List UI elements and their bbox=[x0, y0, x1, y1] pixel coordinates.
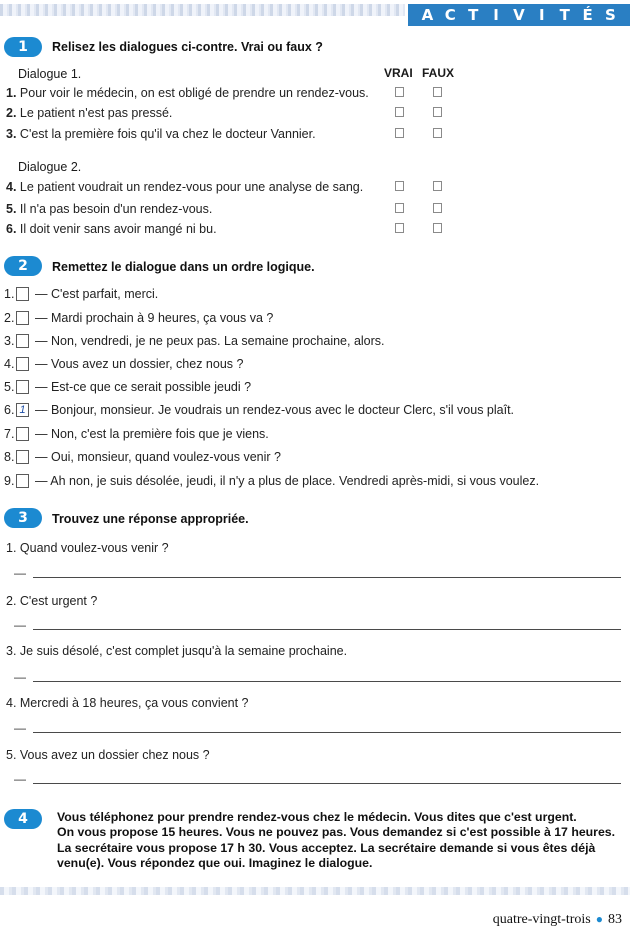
answer-line[interactable] bbox=[33, 732, 621, 733]
answer-line[interactable] bbox=[33, 783, 621, 784]
question: 4. Mercredi à 18 heures, ça vous convient ? bbox=[6, 696, 249, 710]
order-input-box[interactable] bbox=[16, 311, 29, 325]
item-text: — Non, c'est la première fois que je viens. bbox=[35, 427, 269, 441]
page-number: 83 bbox=[608, 912, 622, 927]
question: 3. Je suis désolé, c'est complet jusqu'à la semaine prochaine. bbox=[6, 644, 348, 658]
faux-checkbox[interactable] bbox=[433, 128, 442, 138]
item-number: 3. bbox=[4, 334, 15, 348]
order-item bbox=[4, 334, 385, 348]
item-number: 8. bbox=[4, 450, 15, 464]
activites-banner bbox=[408, 4, 630, 26]
question: 2. C'est urgent ? bbox=[6, 594, 98, 608]
item-number: 1. bbox=[6, 86, 17, 100]
answer-dash: — bbox=[14, 566, 26, 580]
order-input-box[interactable] bbox=[16, 357, 29, 371]
answer-line[interactable] bbox=[33, 629, 621, 630]
item-number: 6. bbox=[6, 222, 17, 236]
instruction-line: La secrétaire vous propose 17 h 30. Vous acceptez. La secrétaire demande si vous êtes déjà bbox=[57, 840, 596, 855]
item-number: 6. bbox=[4, 403, 15, 417]
order-item bbox=[4, 287, 158, 301]
order-input-box[interactable] bbox=[16, 380, 29, 394]
question: 5. Vous avez un dossier chez nous ? bbox=[6, 748, 210, 762]
true-false-item bbox=[6, 86, 369, 100]
exercise-1-badge: 1 bbox=[4, 37, 42, 57]
page-footer bbox=[493, 912, 622, 928]
order-item bbox=[4, 403, 514, 417]
item-number: 4. bbox=[4, 357, 15, 371]
banner-letter: C bbox=[444, 6, 456, 24]
dialogue-2-title: Dialogue 2. bbox=[18, 160, 82, 174]
banner-letter: I bbox=[493, 6, 499, 24]
item-number: 3. bbox=[6, 127, 17, 141]
column-vrai: VRAI bbox=[384, 66, 413, 80]
item-number: 2. bbox=[4, 311, 15, 325]
banner-letter: A bbox=[421, 6, 434, 24]
banner-letter: T bbox=[559, 6, 570, 24]
item-text: — Ah non, je suis désolée, jeudi, il n'y a plus de place. Vendredi après-midi, si vous voulez. bbox=[35, 474, 540, 488]
instruction-line: venu(e). Vous répondez que oui. Imaginez le dialogue. bbox=[57, 855, 373, 870]
vrai-checkbox[interactable] bbox=[395, 107, 404, 117]
faux-checkbox[interactable] bbox=[433, 181, 442, 191]
order-item bbox=[4, 311, 273, 325]
order-item bbox=[4, 427, 269, 441]
item-text: Il n'a pas besoin d'un rendez-vous. bbox=[19, 202, 213, 216]
item-number: 7. bbox=[4, 427, 15, 441]
answer-line[interactable] bbox=[33, 577, 621, 578]
banner-letter: T bbox=[468, 6, 479, 24]
exercise-3-instruction: Trouvez une réponse appropriée. bbox=[52, 512, 249, 526]
answer-dash: — bbox=[14, 670, 26, 684]
exercise-4-badge: 4 bbox=[4, 809, 42, 829]
true-false-item bbox=[6, 106, 172, 120]
item-text: Il doit venir sans avoir mangé ni bu. bbox=[19, 222, 217, 236]
bullet-icon: ● bbox=[595, 912, 603, 926]
question: 1. Quand voulez-vous venir ? bbox=[6, 541, 169, 555]
exercise-2-instruction: Remettez le dialogue dans un ordre logique. bbox=[52, 260, 315, 274]
true-false-item bbox=[6, 222, 217, 236]
vrai-checkbox[interactable] bbox=[395, 87, 404, 97]
banner-letter: V bbox=[513, 6, 525, 24]
answer-dash: — bbox=[14, 772, 26, 786]
item-number: 1. bbox=[4, 287, 15, 301]
order-item bbox=[4, 357, 243, 371]
exercise-1-instruction: Relisez les dialogues ci-contre. Vrai ou faux ? bbox=[52, 40, 323, 54]
item-text: Le patient n'est pas pressé. bbox=[19, 106, 173, 120]
answer-line[interactable] bbox=[33, 681, 621, 682]
item-number: 5. bbox=[6, 202, 17, 216]
exercise-3-badge: 3 bbox=[4, 508, 42, 528]
item-text: — Oui, monsieur, quand voulez-vous venir ? bbox=[35, 450, 281, 464]
item-text: — Mardi prochain à 9 heures, ça vous va ? bbox=[35, 311, 274, 325]
faux-checkbox[interactable] bbox=[433, 223, 442, 233]
banner-letter: É bbox=[582, 6, 593, 24]
instruction-line: On vous propose 15 heures. Vous ne pouvez pas. Vous demandez si c'est possible à 17 heures. bbox=[57, 825, 616, 840]
order-item bbox=[4, 474, 539, 488]
exercise-4-instruction bbox=[57, 810, 622, 871]
answer-dash: — bbox=[14, 618, 26, 632]
item-text: Pour voir le médecin, on est obligé de prendre un rendez-vous. bbox=[19, 86, 369, 100]
order-input-box[interactable] bbox=[16, 427, 29, 441]
true-false-item bbox=[6, 180, 363, 194]
vrai-checkbox[interactable] bbox=[395, 223, 404, 233]
item-text: Le patient voudrait un rendez-vous pour une analyse de sang. bbox=[19, 180, 364, 194]
item-text: — Est-ce que ce serait possible jeudi ? bbox=[35, 380, 252, 394]
faux-checkbox[interactable] bbox=[433, 203, 442, 213]
vrai-checkbox[interactable] bbox=[395, 181, 404, 191]
item-text: C'est la première fois qu'il va chez le docteur Vannier. bbox=[19, 127, 316, 141]
dialogue-1-title: Dialogue 1. bbox=[18, 67, 82, 81]
decorative-top-band bbox=[0, 4, 405, 16]
banner-letter: I bbox=[539, 6, 545, 24]
order-input-box[interactable] bbox=[16, 474, 29, 488]
order-input-box[interactable] bbox=[16, 287, 29, 301]
instruction-line: Vous téléphonez pour prendre rendez-vous chez le médecin. Vous dites que c'est urgent. bbox=[57, 810, 577, 824]
column-faux: FAUX bbox=[422, 66, 455, 80]
faux-checkbox[interactable] bbox=[433, 87, 442, 97]
vrai-checkbox[interactable] bbox=[395, 203, 404, 213]
order-item bbox=[4, 450, 281, 464]
order-input-box[interactable] bbox=[16, 450, 29, 464]
banner-letter: S bbox=[605, 6, 616, 24]
true-false-item bbox=[6, 127, 316, 141]
decorative-bottom-band bbox=[0, 887, 630, 895]
item-text: — Non, vendredi, je ne peux pas. La semaine prochaine, alors. bbox=[35, 334, 385, 348]
item-number: 9. bbox=[4, 474, 15, 488]
true-false-item bbox=[6, 202, 212, 216]
answer-dash: — bbox=[14, 721, 26, 735]
page-number-words: quatre-vingt-trois bbox=[492, 912, 591, 927]
item-number: 2. bbox=[6, 106, 17, 120]
order-input-box[interactable]: 1 bbox=[16, 403, 29, 417]
item-number: 4. bbox=[6, 180, 17, 194]
order-input-box[interactable] bbox=[16, 334, 29, 348]
order-item bbox=[4, 380, 251, 394]
item-number: 5. bbox=[4, 380, 15, 394]
faux-checkbox[interactable] bbox=[433, 107, 442, 117]
item-text: — Bonjour, monsieur. Je voudrais un rendez-vous avec le docteur Clerc, s'il vous plaît. bbox=[35, 403, 515, 417]
item-text: — C'est parfait, merci. bbox=[35, 287, 159, 301]
vrai-checkbox[interactable] bbox=[395, 128, 404, 138]
exercise-2-badge: 2 bbox=[4, 256, 42, 276]
item-text: — Vous avez un dossier, chez nous ? bbox=[35, 357, 244, 371]
